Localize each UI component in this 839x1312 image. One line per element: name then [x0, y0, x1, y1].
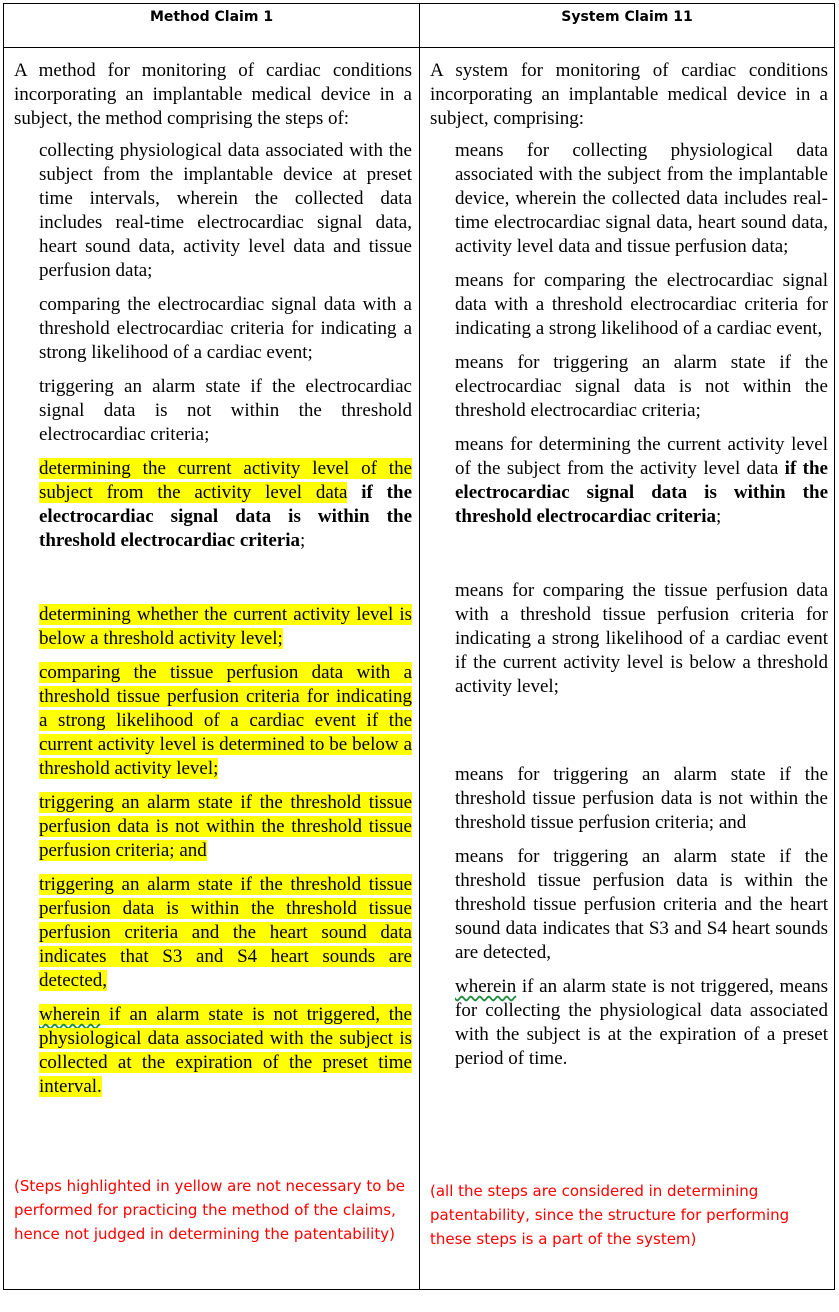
system-means-trigger-ecg-alarm: means for triggering an alarm state if the electrocardiac signal data is not within the threshold electrocardiac criteria;	[455, 352, 828, 421]
means-text: means for determining the current activity level of the subject from the activity level data	[455, 434, 828, 479]
bold-condition-text: if the electrocardiac signal data is within the threshold electrocardiac criteria	[455, 458, 828, 527]
header-divider	[4, 47, 834, 48]
system-means-trigger-perfusion-alarm: means for triggering an alarm state if the threshold tissue perfusion data is not within the threshold tissue perfusion criteria; and	[455, 764, 828, 833]
highlighted-text: triggering an alarm state if the threshold tissue perfusion data is not within the threshold tissue perfusion criteria; and	[39, 792, 412, 861]
bold-condition-text: if the electrocardiac signal data is within the threshold electrocardiac criteria	[39, 482, 413, 551]
highlighted-text: determining the current activity level of the subject from the activity level data	[39, 458, 412, 503]
system-means-determine-activity	[455, 433, 828, 529]
method-step-wherein	[39, 1003, 412, 1099]
wherein-clause: if an alarm state is not triggered, means for collecting the physiological data associated with the subject is at the expiration of a preset period of time.	[455, 976, 828, 1069]
system-claim-header: System Claim 11	[561, 9, 693, 25]
method-claim-header: Method Claim 1	[149, 9, 274, 25]
method-step-trigger-ecg-alarm: triggering an alarm state if the electrocardiac signal data is not within the threshold electrocardiac criteria;	[39, 376, 412, 445]
highlighted-text: comparing the tissue perfusion data with a threshold tissue perfusion criteria for indicating a strong likelihood of a cardiac event if the current activity level is determined to be below a threshold activity level;	[39, 662, 412, 779]
claims-comparison-table	[3, 3, 835, 1290]
system-means-collecting: means for collecting physiological data associated with the subject from the implantable device, wherein the collected data includes real-time electrocardiac signal data, heart sound data, activity level data and tissue perfusion data;	[455, 140, 828, 257]
system-note: (all the steps are considered in determining patentability, since the structure for performing these steps is a part of the system)	[430, 1182, 790, 1248]
spellcheck-word: wherein	[455, 976, 517, 997]
method-step-comparing-ecg: comparing the electrocardiac signal data with a threshold electrocardiac criteria for indicating a strong likelihood of a cardiac event;	[39, 294, 412, 363]
system-claim-column	[430, 59, 828, 1081]
system-intro: A system for monitoring of cardiac conditions incorporating an implantable medical device in a subject, comprising:	[430, 60, 828, 129]
spellcheck-word: wherein	[39, 1004, 101, 1025]
step-terminator: ;	[299, 530, 306, 551]
method-claim-column	[14, 59, 412, 1109]
method-step-activity-threshold	[39, 603, 412, 651]
system-means-comparing-ecg: means for comparing the electrocardiac signal data with a threshold electrocardiac criteria for indicating a strong likelihood of a cardiac event,	[455, 270, 828, 339]
step-terminator: ;	[715, 506, 722, 527]
highlighted-text: determining whether the current activity level is below a threshold activity level;	[39, 604, 412, 649]
system-means-compare-perfusion: means for comparing the tissue perfusion data with a threshold tissue perfusion criteria for indicating a strong likelihood of a cardiac event if the current activity level is below a threshold activity level;	[455, 580, 828, 697]
system-means-trigger-heart-sound-alarm: means for triggering an alarm state if the threshold tissue perfusion data is within the threshold tissue perfusion criteria and the heart sound data indicates that S3 and S4 heart sounds are detected,	[455, 846, 828, 963]
highlighted-text	[39, 1004, 412, 1097]
system-means-wherein	[455, 975, 828, 1071]
method-step-collecting: collecting physiological data associated with the subject from the implantable device at preset time intervals, wherein the collected data includes real-time electrocardiac signal data, heart sound data, activity level data and tissue perfusion data;	[39, 140, 412, 281]
highlighted-text: triggering an alarm state if the threshold tissue perfusion data is within the threshold tissue perfusion criteria and the heart sound data indicates that S3 and S4 heart sounds are detected,	[39, 874, 412, 991]
method-step-trigger-heart-sound-alarm	[39, 873, 412, 993]
method-note: (Steps highlighted in yellow are not necessary to be performed for practicing the method of the claims, hence not judged in determining the patentability)	[14, 1177, 405, 1243]
wherein-clause: if an alarm state is not triggered, the physiological data associated with the subject is collected at the expiration of the preset time interval.	[39, 1004, 412, 1097]
method-step-determine-activity	[39, 457, 412, 553]
column-divider	[419, 4, 420, 1289]
method-intro: A method for monitoring of cardiac conditions incorporating an implantable medical device in a subject, the method comprising the steps of:	[14, 60, 412, 129]
method-step-compare-perfusion	[39, 661, 412, 781]
method-step-trigger-perfusion-alarm	[39, 791, 412, 863]
